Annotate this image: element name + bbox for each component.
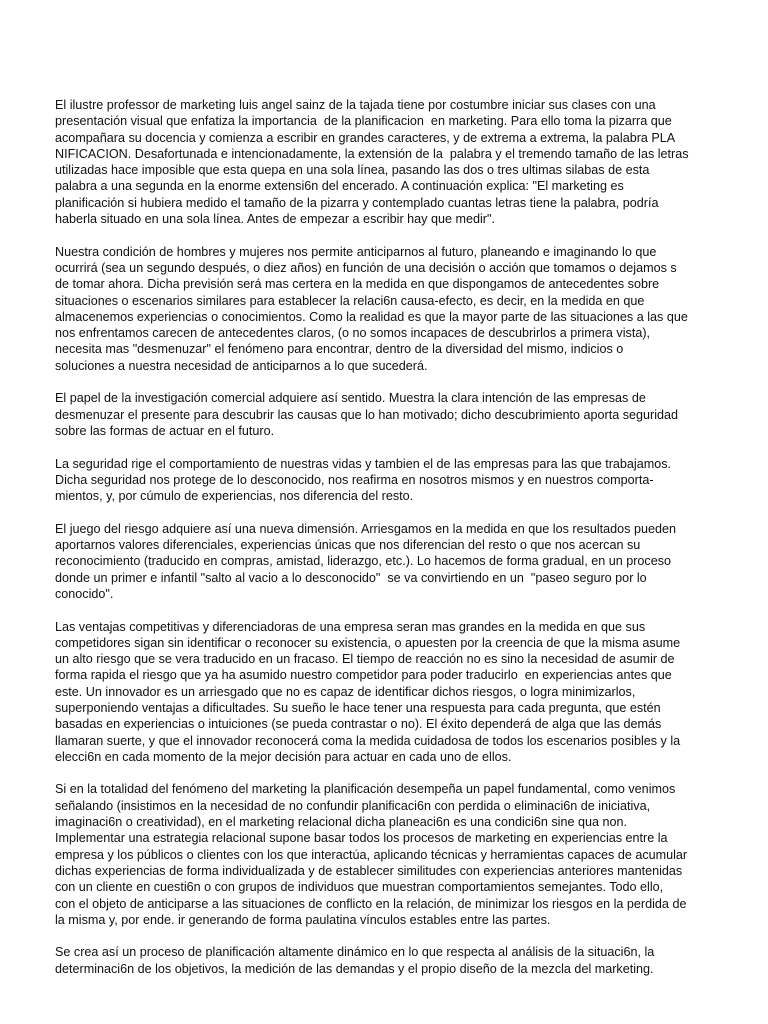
paragraph-3 [55,390,715,439]
text-line: elecci6n en cada momento de la mejor decisión para actuar en cada uno de ellos. [55,749,512,764]
text-line: El juego del riesgo adquiere así una nueva dimensión. Arriesgamos en la medida en que los resultados pueden [55,521,676,536]
text-line: desmenuzar el presente para descubrir las causas que lo han motivado; dicho descubrimiento aporta seguridad [55,407,679,422]
text-line: planificación si hubiera medido el tamaño de la pizarra y contemplado cuantas letras tiene la palabra, podría [55,195,659,210]
text-line: NIFICACION. Desafortunada e intencionadamente, la extensión de la palabra y el tremendo tamaño de las letras [55,146,689,161]
text-line: de tomar ahora. Dicha previsión será mas certera en la medida en que dispongamos de antecedentes sobre [55,277,660,292]
text-line: determinaci6n de los objetivos, la medición de las demandas y el propio diseño de la mezcla del marketing. [55,961,654,976]
text-line: La seguridad rige el comportamiento de nuestras vidas y tambien el de las empresas para las que trabajamos. [55,456,672,471]
paragraph-2 [55,244,715,374]
text-line: Dicha seguridad nos protege de lo desconocido, nos reafirma en nosotros mismos y en nuestros comporta- [55,472,654,487]
paragraph-4 [55,456,715,505]
text-line: mientos, y, por cúmulo de experiencias, nos diferencia del resto. [55,489,414,504]
text-line: Se crea así un proceso de planificación altamente dinámico en lo que respecta al análisis de la situaci6n, la [55,945,655,960]
text-line: almacenemos experiencias o conocimientos. Como la realidad es que la mayor parte de las situaciones a las que [55,309,688,324]
text-line: Implementar una estrategia relacional supone basar todos los procesos de marketing en experiencias entre la [55,831,668,846]
text-line: ocurrirá (sea un segundo después, o diez años) en función de una decisión o acción que tomamos o dejamos s [55,260,677,275]
text-line: acompañara su docencia y comienza a escribir en grandes caracteres, y de extrema a extrema, la palabra PLA [55,130,676,145]
document-page [55,97,715,993]
text-line: sobre las formas de actuar en el futuro. [55,423,275,438]
text-line: presentación visual que enfatiza la importancia de la planificacion en marketing. Para ello toma la pizarra que [55,114,672,129]
paragraph-5 [55,521,715,602]
text-line: señalando (insistimos en la necesidad de no confundir planificaci6n con perdida o eliminaci6n de iniciativa, [55,798,651,813]
text-line: empresa y los públicos o clientes con los que interactúa, aplicando técnicas y herramientas capaces de acumular [55,847,688,862]
paragraph-7 [55,781,715,928]
text-line: con un cliente en cuesti6n o con grupos de individuos que muestran comportamientos semejantes. Todo ello, [55,880,664,895]
paragraph-8 [55,944,715,977]
text-line: dichas experiencias de forma individualizada y de establecer similitudes con experiencias anteriores mantenidas [55,863,683,878]
text-line: llamaran suerte, y que el innovador reconocerá coma la medida cuidadosa de todos los escenarios posibles y la [55,733,681,748]
text-line: El ilustre professor de marketing luis angel sainz de la tajada tiene por costumbre iniciar sus clases con una [55,98,656,112]
text-line: soluciones a nuestra necesidad de anticiparnos a lo que sucederá. [55,358,428,373]
text-line: un alto riesgo que se vera traducido en un fracaso. El tiempo de reacción no es sino la necesidad de asumir de [55,652,675,667]
text-line: haberla situado en una sola línea. Antes de empezar a escribir hay que medir". [55,212,495,227]
text-line: Nuestra condición de hombres y mujeres nos permite anticiparnos al futuro, planeando e imaginando lo que [55,244,657,259]
text-line: reconocimiento (traducido en compras, amistad, liderazgo, etc.). Lo hacemos de forma gradual, en un proceso [55,554,672,569]
paragraph-6 [55,619,715,766]
text-line: la misma y, por ende. ir generando de forma paulatina vínculos estables entre las partes. [55,912,551,927]
text-line: palabra a una segunda en la enorme extensi6n del encerado. A continuación explica: "El marketing es [55,179,624,194]
text-line: este. Un innovador es un arriesgado que no es capaz de identificar dichos riesgos, o logra minimizarlos, [55,684,636,699]
text-line: forma rapida el riesgo que ya ha asumido nuestro competidor para poder traducirlo en experiencias antes que [55,668,672,683]
text-line: utilizadas hace imposible que esta quepa en una sola línea, pasando las dos o tres ultimas silabas de esta [55,163,650,178]
text-line: El papel de la investigación comercial adquiere así sentido. Muestra la clara intención de las empresas de [55,391,646,406]
paragraph-1 [55,97,715,227]
text-line: basadas en experiencias o intuiciones (se pueda contrastar o no). El éxito dependerá de alga que las demás [55,717,662,732]
text-line: Las ventajas competitivas y diferenciadoras de una empresa seran mas grandes en la medida en que sus [55,619,646,634]
text-line: necesita mas "desmenuzar" el fenómeno para encontrar, dentro de la diversidad del mismo, indicios o [55,342,624,357]
text-line: imaginaci6n o creatividad), en el marketing relacional dicha planeaci6n es una condici6n sine qua non. [55,815,627,830]
text-line: competidores sigan sin identificar o reconocer su existencia, o apuesten por la creencia de que la misma asume [55,635,681,650]
text-line: situaciones o escenarios similares para establecer la relaci6n causa-efecto, es decir, en la medida en que [55,293,645,308]
text-line: donde un primer e infantil "salto al vacio a lo desconocido" se va convirtiendo en un "paseo seguro por lo [55,570,647,585]
text-line: conocido". [55,586,114,601]
text-line: nos enfrentamos carecen de antecedentes claros, (o no somos incapaces de descubrirlos a primera vista), [55,326,651,341]
text-line: aportarnos valores diferenciales, experiencias únicas que nos diferencian del resto o que nos acercan su [55,538,641,553]
text-line: con el objeto de anticiparse a las situaciones de conflicto en la relación, de minimizar los riesgos en la perdida de [55,896,687,911]
text-line: superponiendo ventajas a dificultades. Su sueño le hace tener una respuesta para cada pregunta, que estén [55,700,661,715]
text-line: Si en la totalidad del fenómeno del marketing la planificación desempeña un papel fundamental, como venimos [55,782,676,797]
